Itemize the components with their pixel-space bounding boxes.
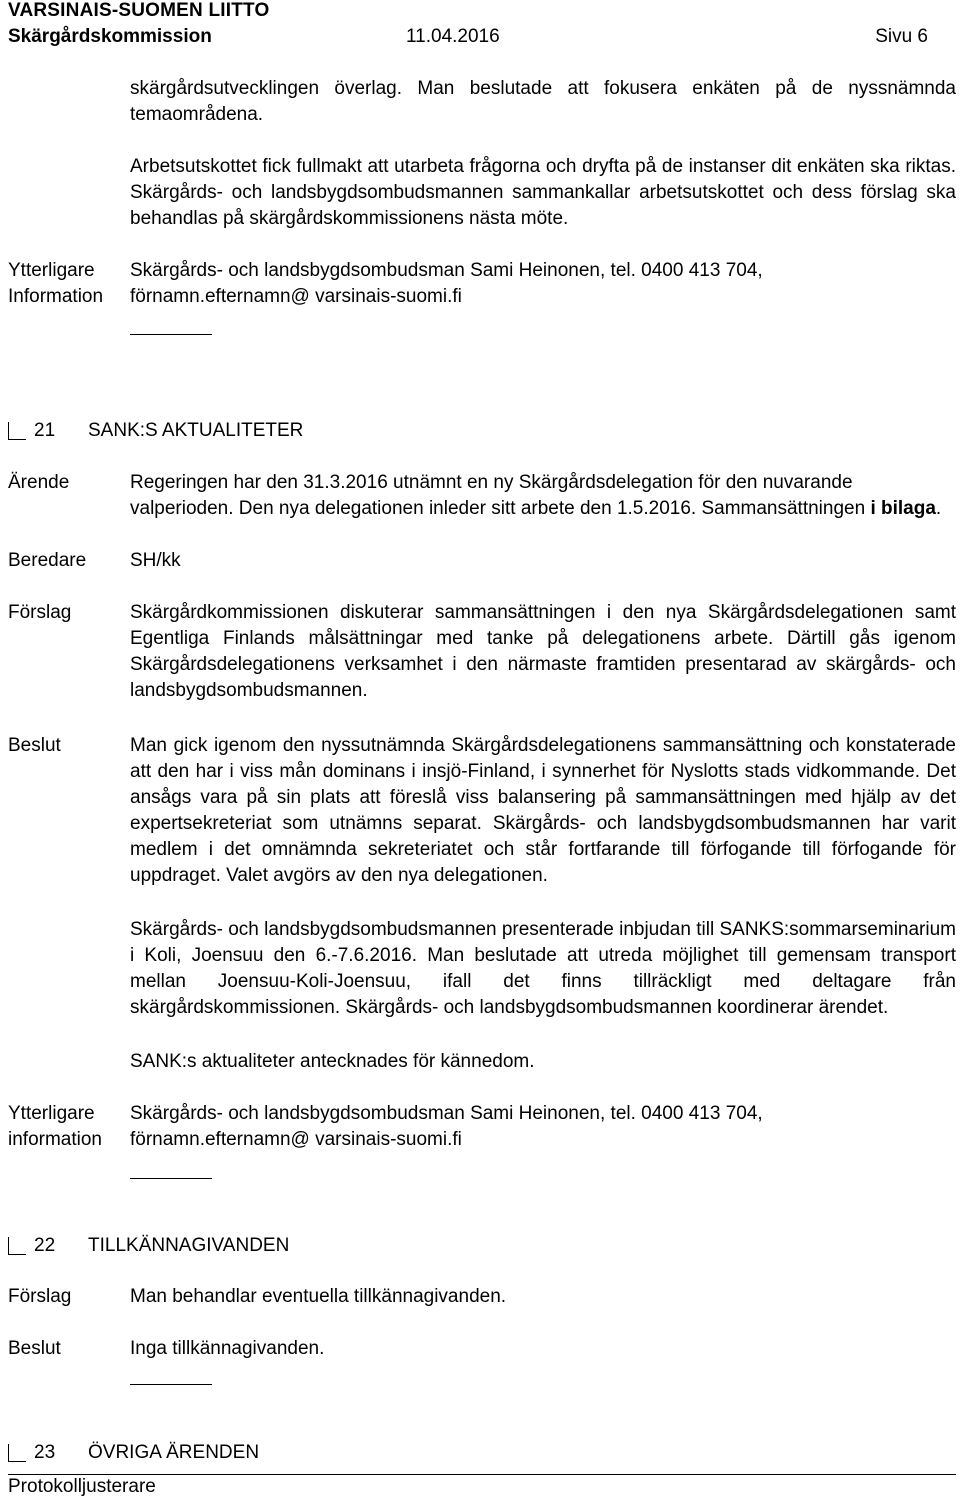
section-marker-icon [8, 422, 26, 440]
section-title: TILLKÄNNAGIVANDEN [88, 1235, 290, 1256]
arende-text: Regeringen har den 31.3.2016 utnämnt en ny Skärgårdsdelegation för den nuvarande valperioden. Den nya delegationen inleder sitt arbete den 1.5.2016. Sammansättningen i bilaga. [130, 472, 942, 519]
forslag-text: Skärgårdkommissionen diskuterar sammansättningen i den nya Skärgårdsdelegationen samt Egentliga Finlands målsättningar med tanke på delegationens arbete. Därtill gås igenom Skärgårdsdelegationens verksamhet i den närmaste framtiden presentarad av skärgårds- och landsbygdsombudsmannen. [130, 602, 956, 701]
organization-name: VARSINAIS-SUOMEN LIITTO [8, 0, 270, 21]
beslut-paragraph-1: Man gick igenom den nyssutnämnda Skärgårdsdelegationens sammansättning och konstaterade att den har i viss mån dominans i insjö-Finland, i synnerhet för Nyslotts stads vidkommande. Det ansågs vara på sin plats att föreslå viss balansering på sammansättningen med hjälp av det expertsekreteriat som utnämns separat. Skärgårds- och landsbygdsombudsmannen har varit medlem i det omnämnda sekreteriatet och står fortfarande till förfogande till förfogande för uppdraget. Valet avgörs av den nya delegationen. [130, 735, 956, 886]
section-number: 23 [34, 1442, 56, 1463]
forslag-label: Förslag [8, 1286, 72, 1307]
arende-label: Ärende [8, 472, 70, 493]
page-header [8, 24, 928, 50]
section-title: ÖVRIGA ÄRENDEN [88, 1442, 260, 1463]
bilaga-reference: i bilaga [870, 498, 936, 519]
info-label-21: Ytterligare information [8, 1103, 102, 1150]
beredare-value: SH/kk [130, 550, 181, 571]
meeting-date: 11.04.2016 [406, 26, 500, 47]
forslag-label: Förslag [8, 602, 72, 623]
beslut-paragraph-2: Skärgårds- och landsbygdsombudsmannen presenterade inbjudan till SANKS:sommarseminarium i Koli, Joensuu den 6.-7.6.2016. Man beslutade att utreda möjlighet till gemensam transport mellan Joensuu-Koli-Joensuu, ifall det finns tillräckligt med deltagare från skärgårdskommissionen. Skärgårds- och landsbygdsombudsmannen koordinerar ärendet. [130, 919, 956, 1018]
section-number: 22 [34, 1235, 56, 1256]
section-number: 21 [34, 420, 56, 441]
separator-rule [130, 334, 212, 335]
info-contact-intro: Skärgårds- och landsbygdsombudsman Sami Heinonen, tel. 0400 413 704, förnamn.efternamn@ varsinais-suomi.fi [130, 260, 763, 307]
footer-label: Protokolljusterare [8, 1476, 156, 1497]
separator-rule [130, 1178, 212, 1179]
intro-paragraph-1: skärgårdsutvecklingen överlag. Man beslutade att fokusera enkäten på de nyssnämnda temaområdena. [130, 78, 956, 125]
intro-paragraph-2: Arbetsutskottet fick fullmakt att utarbeta frågorna och dryfta på de instanser dit enkäten ska riktas. Skärgårds- och landsbygdsombudsmannen sammankallar arbetsutskottet och dess förslag ska behandlas på skärgårdskommissionens nästa möte. [130, 156, 956, 229]
page-number: Sivu 6 [875, 26, 928, 47]
separator-rule [130, 1384, 212, 1385]
beslut-paragraph-3: SANK:s aktualiteter antecknades för kännedom. [130, 1051, 535, 1072]
info-label-intro: Ytterligare Information [8, 260, 104, 307]
section-title: SANK:S AKTUALITETER [88, 420, 304, 441]
committee-name: Skärgårdskommission [8, 26, 212, 47]
forslag-value: Man behandlar eventuella tillkännagivanden. [130, 1286, 507, 1307]
beslut-value: Inga tillkännagivanden. [130, 1338, 325, 1359]
info-contact-21: Skärgårds- och landsbygdsombudsman Sami Heinonen, tel. 0400 413 704, förnamn.efternamn@ varsinais-suomi.fi [130, 1103, 763, 1150]
beredare-label: Beredare [8, 550, 87, 571]
beslut-label: Beslut [8, 1338, 61, 1359]
section-marker-icon [8, 1444, 26, 1462]
beslut-label: Beslut [8, 735, 61, 756]
section-marker-icon [8, 1237, 26, 1255]
